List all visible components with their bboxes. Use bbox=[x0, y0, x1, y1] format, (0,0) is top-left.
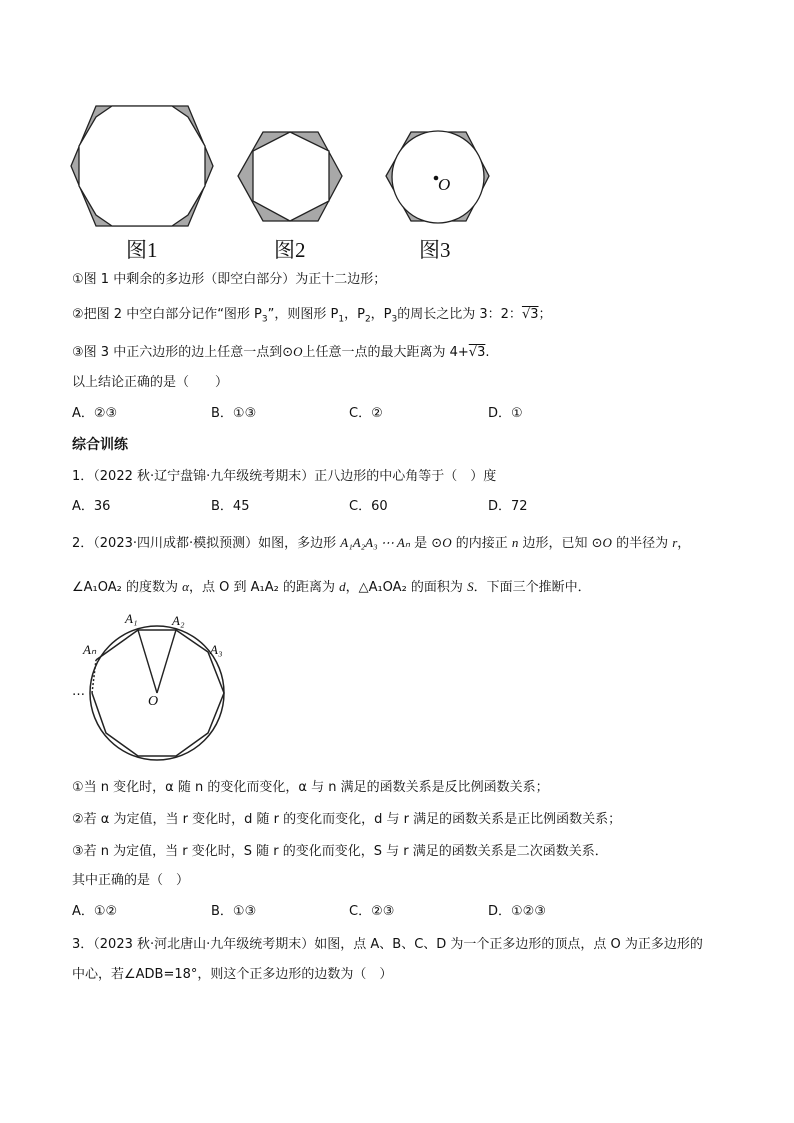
q2-option-b[interactable]: B．①③ bbox=[211, 904, 257, 919]
statement-3: ③图 3 中正六边形的边上任意一点到⊙O上任意一点的最大距离为 4+√3. bbox=[72, 344, 490, 360]
q2-label-an: Aₙ bbox=[83, 642, 97, 657]
q2-option-c[interactable]: C．②③ bbox=[349, 904, 395, 919]
q1-option-d[interactable]: D．72 bbox=[488, 499, 528, 514]
statement-2: ②把图 2 中空白部分记作“图形 $P_3$”，则图形 $P_1$，$P_2$，$P_3$的周长之比为 3：2：√3； bbox=[72, 307, 552, 325]
q2-line-2: ∠A₁OA₂ 的度数为 α，点 O 到 A₁A₂ 的距离为 d，△A₁OA₂ 的面积为 S．下面三个推断中． bbox=[72, 579, 591, 595]
statement-1: ①图 1 中剩余的多边形（即空白部分）为正十二边形； bbox=[72, 272, 387, 287]
q1-option-a[interactable]: A．36 bbox=[72, 499, 111, 514]
q2-radius-oa1 bbox=[138, 630, 157, 693]
top-option-c[interactable]: C．② bbox=[349, 406, 383, 421]
top-option-a[interactable]: A．②③ bbox=[72, 406, 118, 421]
top-question-ask: 以上结论正确的是（ ） bbox=[72, 375, 229, 390]
q2-polygon bbox=[92, 630, 224, 756]
q2-label-dots: … bbox=[72, 684, 85, 699]
q2-radius-oa2 bbox=[157, 630, 176, 693]
q2-statement-2: ②若 α 为定值，当 r 变化时，d 随 r 的变化而变化，d 与 r 满足的函数关系是正比例函数关系； bbox=[72, 812, 622, 827]
sqrt3: √3 bbox=[468, 345, 486, 360]
q2-line-1: 2．（2023·四川成都·模拟预测）如图，多边形 A₁A₂A₃ ⋯ Aₙ 是 ⊙O 的内接正 n 边形，已知 ⊙O 的半径为 r， bbox=[72, 535, 691, 551]
q2-statement-3: ③若 n 为定值，当 r 变化时，S 随 r 的变化而变化，S 与 r 满足的函数关系是二次函数关系． bbox=[72, 844, 608, 859]
top-option-b[interactable]: B．①③ bbox=[211, 406, 257, 421]
section-title: 综合训练 bbox=[72, 437, 128, 453]
q1-option-b[interactable]: B．45 bbox=[211, 499, 250, 514]
fig3-caption: 图3 bbox=[419, 238, 451, 262]
fig1-caption: 图1 bbox=[126, 238, 158, 262]
fig2-caption: 图2 bbox=[274, 238, 306, 262]
q3-line-1: 3．（2023 秋·河北唐山·九年级统考期末）如图，点 A、B、C、D 为一个正多边形的顶点，点 O 为正多边形的 bbox=[72, 937, 703, 952]
q2-option-a[interactable]: A．①② bbox=[72, 904, 118, 919]
sqrt3: √3 bbox=[521, 307, 539, 322]
q2-label-a2: A₂ bbox=[172, 613, 185, 628]
top-option-d[interactable]: D．① bbox=[488, 406, 523, 421]
q2-label-a1: A₁ bbox=[125, 611, 138, 626]
q1-option-c[interactable]: C．60 bbox=[349, 499, 388, 514]
q2-option-d[interactable]: D．①②③ bbox=[488, 904, 546, 919]
q2-label-a3: A₃ bbox=[210, 642, 223, 657]
q2-label-o: O bbox=[148, 694, 159, 709]
q2-statement-1: ①当 n 变化时，α 随 n 的变化而变化，α 与 n 满足的函数关系是反比例函数关系； bbox=[72, 780, 549, 795]
q3-line-2: 中心，若∠ADB=18°，则这个正多边形的边数为（ ） bbox=[72, 967, 393, 982]
q1-text: 1．（2022 秋·辽宁盘锦·九年级统考期末）正八边形的中心角等于（ ）度 bbox=[72, 469, 497, 484]
q2-ask: 其中正确的是（ ） bbox=[72, 873, 190, 888]
fig3-center-label: O bbox=[438, 175, 451, 194]
